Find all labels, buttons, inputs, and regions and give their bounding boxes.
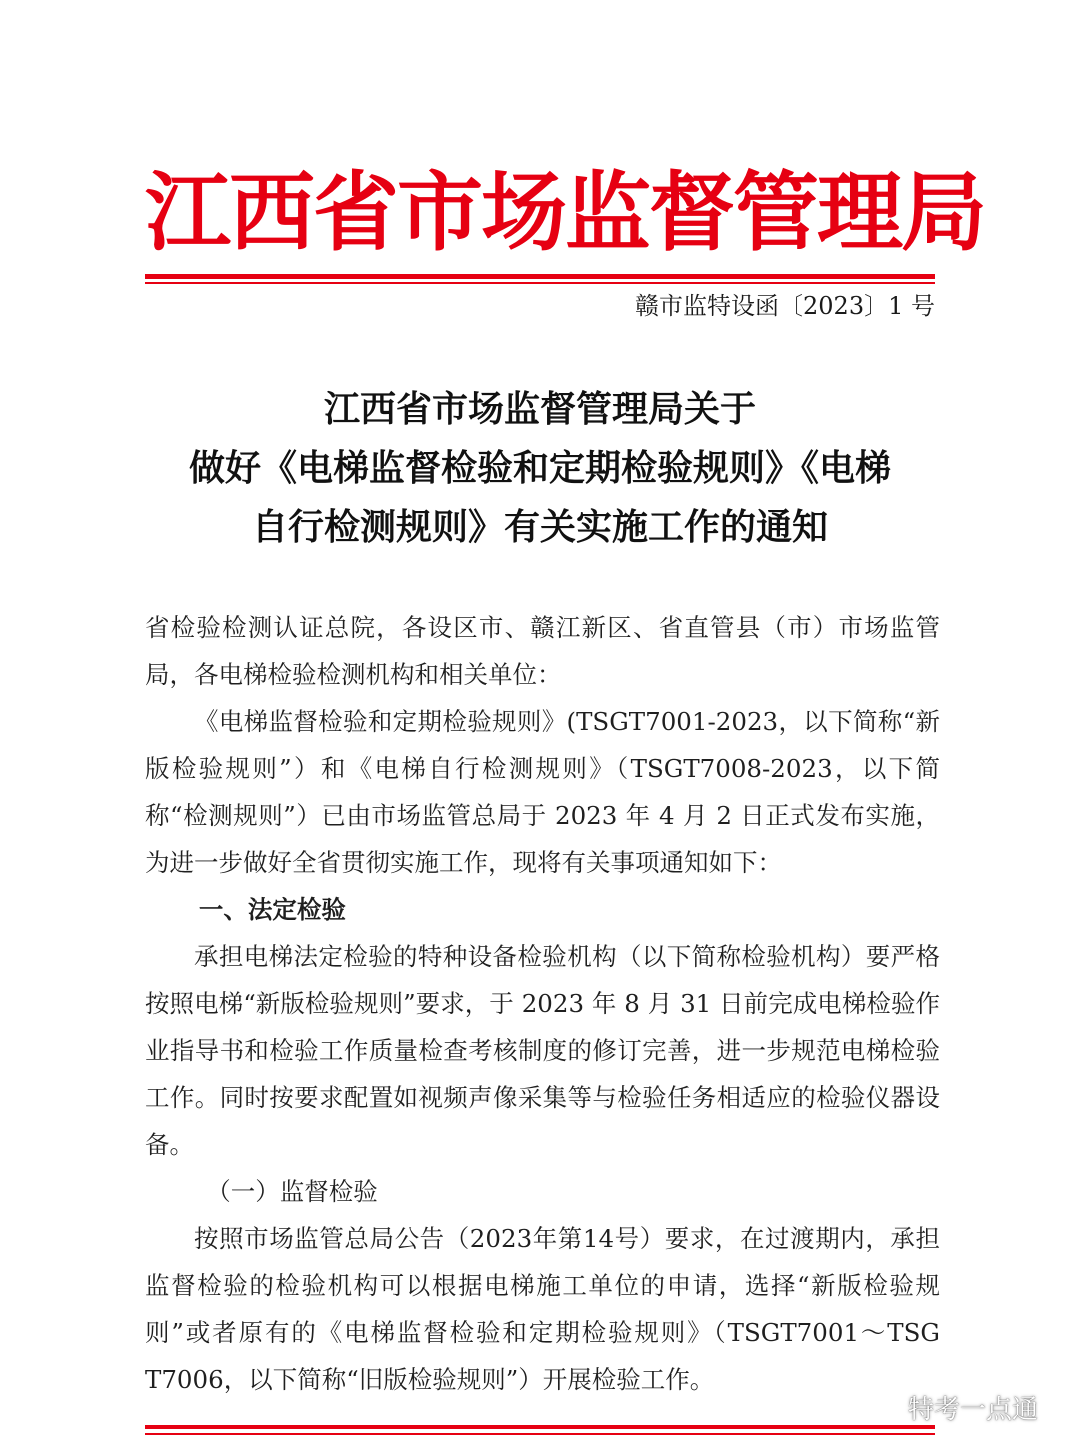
watermark [860, 1384, 1038, 1430]
subsection-heading-supervision-inspection: （一）监督检验 [206, 1177, 378, 1206]
title-line-3: 自行检测规则》有关实施工作的通知 [251, 507, 828, 548]
document-body [145, 604, 940, 1403]
header-red-rule-thin [145, 282, 935, 284]
intro-paragraph: 《电梯监督检验和定期检验规则》(TSGT7001-2023，以下简称“新版检验规则”）和《电梯自行检测规则》（TSGT7008-2023，以下简称“检测规则”）已由市场监管总局于 2023 年 4 月 2 日正式发布实施，为进一步做好全省贯彻实施工作，现将有关事项通知如下： [145, 707, 940, 877]
document-title [145, 380, 935, 557]
header-red-rule [145, 274, 935, 279]
footer-red-rule-thin [145, 1433, 935, 1435]
section-heading-statutory-inspection: 一、法定检验 [198, 895, 346, 924]
wechat-icon [860, 1390, 900, 1424]
recipients-paragraph: 省检验检测认证总院，各设区市、赣江新区、省直管县（市）市场监管局，各电梯检验检测机构和相关单位： [145, 613, 940, 689]
issuing-organization-header: 江西省市场监督管理局 [145, 163, 985, 263]
subsection-paragraph-supervision-inspection: 按照市场监管总局公告（2023年第14号）要求，在过渡期内，承担监督检验的检验机构可以根据电梯施工单位的申请，选择“新版检验规则”或者原有的《电梯监督检验和定期检验规则》（TSGT7001～TSG T7006，以下简称“旧版检验规则”）开展检验工作。 [145, 1224, 940, 1394]
document-number: 赣市监特设函〔2023〕1 号 [635, 292, 935, 320]
footer-red-rule [145, 1425, 935, 1429]
section-paragraph-statutory-inspection: 承担电梯法定检验的特种设备检验机构（以下简称检验机构）要严格按照电梯“新版检验规则”要求，于 2023 年 8 月 31 日前完成电梯检验作业指导书和检验工作质量检查考核制度的修订完善，进一步规范电梯检验工作。同时按要求配置如视频声像采集等与检验任务相适应的检验仪器设备。 [145, 942, 940, 1159]
title-line-2: 做好《电梯监督检验和定期检验规则》《电梯 [188, 448, 891, 489]
title-line-1: 江西省市场监督管理局关于 [323, 389, 756, 430]
watermark-text: 特考一点通 [908, 1394, 1039, 1425]
